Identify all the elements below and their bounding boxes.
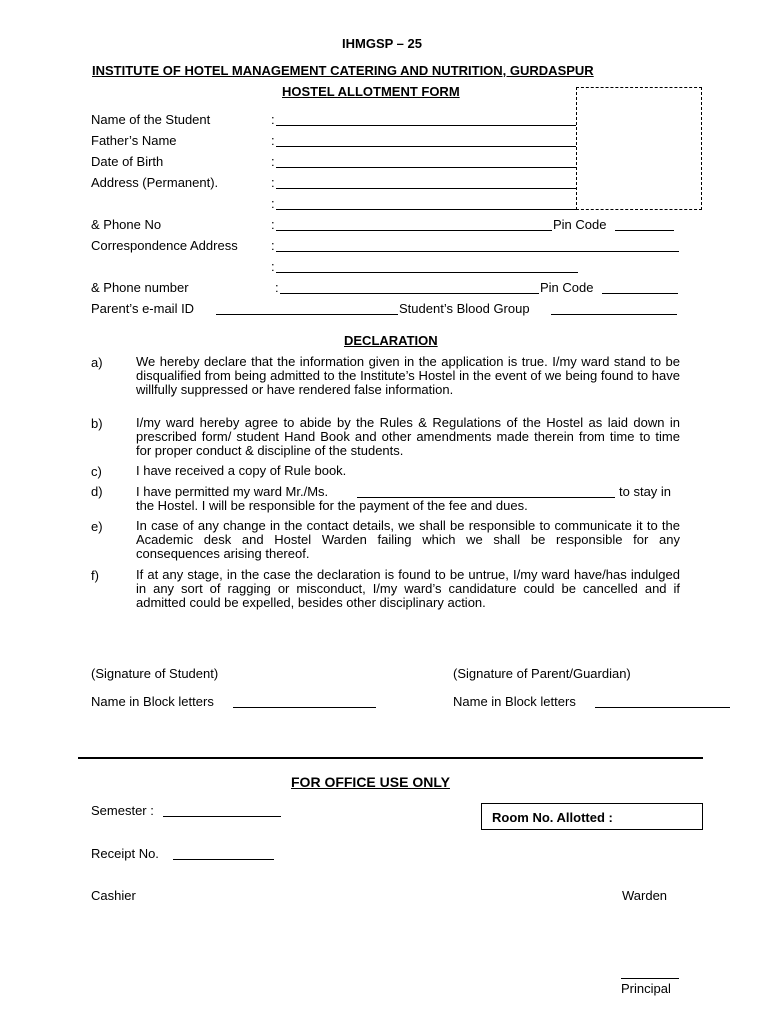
semester-label: Semester : xyxy=(91,803,154,818)
declaration-item-e: In case of any change in the contact details, we shall be responsible to communicate it to the Academic desk and Hostel Warden failing which we shall be responsible for any consequences arising thereof. xyxy=(136,518,680,561)
blood-group-field[interactable] xyxy=(551,314,677,315)
declaration-heading: DECLARATION xyxy=(344,333,438,348)
phone-number-field[interactable] xyxy=(280,293,539,294)
colon: : xyxy=(271,196,275,211)
declaration-item-f: If at any stage, in the case the declaration is found to be untrue, I/my ward have/has indulged in any sort of ragging or misconduct, I/my ward’s candidature could be cancelled and if admitted could be expelled, besides other disciplinary action. xyxy=(136,567,680,610)
father-name-label: Father’s Name xyxy=(91,133,177,148)
declaration-item-d-mid: to stay in xyxy=(619,484,672,499)
declaration-item-d-start: I have permitted my ward Mr./Ms. xyxy=(136,484,329,499)
dob-label: Date of Birth xyxy=(91,154,164,169)
item-mark: b) xyxy=(91,416,103,431)
item-mark: d) xyxy=(91,484,103,499)
declaration-item-c: I have received a copy of Rule book. xyxy=(136,463,347,478)
room-allotted-label: Room No. Allotted : xyxy=(492,810,613,825)
warden-label: Warden xyxy=(622,888,668,903)
semester-field[interactable] xyxy=(163,816,281,817)
phone-no-label: & Phone No xyxy=(91,217,162,232)
student-block-letters-label: Name in Block letters xyxy=(91,694,214,709)
parent-block-letters-label: Name in Block letters xyxy=(453,694,576,709)
correspondence-field-2[interactable] xyxy=(276,272,578,273)
item-mark: f) xyxy=(91,568,99,583)
institute-name: INSTITUTE OF HOTEL MANAGEMENT CATERING AND NUTRITION, GURDASPUR xyxy=(92,63,594,78)
declaration-item-a: We hereby declare that the information given in the application is true. I/my ward stand to be disqualified from being admitted to the Institute’s Hostel in the event of we being found to have willfully suppressed or have rendered false information. xyxy=(136,354,680,397)
address-permanent-label: Address (Permanent). xyxy=(91,175,219,190)
correspondence-label: Correspondence Address xyxy=(91,238,238,253)
father-name-field[interactable] xyxy=(276,146,576,147)
declaration-item-d-end: the Hostel. I will be responsible for the payment of the fee and dues. xyxy=(136,498,528,513)
form-title: HOSTEL ALLOTMENT FORM xyxy=(282,84,460,99)
parent-block-letters-field[interactable] xyxy=(595,707,730,708)
parent-email-field[interactable] xyxy=(216,314,398,315)
colon: : xyxy=(271,259,275,274)
colon: : xyxy=(271,154,275,169)
blood-group-label: Student’s Blood Group xyxy=(399,301,530,316)
colon: : xyxy=(271,112,275,127)
principal-signature-line[interactable] xyxy=(621,978,679,979)
address-permanent-field-2[interactable] xyxy=(276,209,576,210)
form-code: IHMGSP – 25 xyxy=(342,36,422,51)
pin-code-field[interactable] xyxy=(615,230,674,231)
item-mark: c) xyxy=(91,464,102,479)
item-mark: a) xyxy=(91,355,103,370)
address-permanent-field[interactable] xyxy=(276,188,576,189)
correspondence-field[interactable] xyxy=(276,251,679,252)
cashier-label: Cashier xyxy=(91,888,136,903)
name-student-label: Name of the Student xyxy=(91,112,211,127)
photo-box[interactable] xyxy=(576,87,702,210)
parent-email-label: Parent’s e-mail ID xyxy=(91,301,195,316)
colon: : xyxy=(275,280,279,295)
colon: : xyxy=(271,238,275,253)
office-heading: FOR OFFICE USE ONLY xyxy=(291,774,450,790)
colon: : xyxy=(271,175,275,190)
parent-signature-label: (Signature of Parent/Guardian) xyxy=(453,666,631,681)
colon: : xyxy=(271,217,275,232)
pin-code-label-2: Pin Code xyxy=(540,280,594,295)
divider xyxy=(78,757,703,759)
room-allotted-box[interactable] xyxy=(481,803,703,830)
dob-field[interactable] xyxy=(276,167,576,168)
student-block-letters-field[interactable] xyxy=(233,707,376,708)
receipt-label: Receipt No. xyxy=(91,846,159,861)
pin-code-field-2[interactable] xyxy=(602,293,678,294)
item-mark: e) xyxy=(91,519,103,534)
student-signature-label: (Signature of Student) xyxy=(91,666,219,681)
colon: : xyxy=(271,133,275,148)
name-student-field[interactable] xyxy=(276,125,576,126)
phone-number-label: & Phone number xyxy=(91,280,189,295)
declaration-item-b: I/my ward hereby agree to abide by the Rules & Regulations of the Hostel as laid down in prescribed form/ student Hand Book and other amendments made therein from time to time for proper conduct & discipline of the students. xyxy=(136,415,680,458)
receipt-field[interactable] xyxy=(173,859,274,860)
pin-code-label: Pin Code xyxy=(553,217,607,232)
phone-no-field[interactable] xyxy=(276,230,552,231)
principal-label: Principal xyxy=(621,981,671,996)
